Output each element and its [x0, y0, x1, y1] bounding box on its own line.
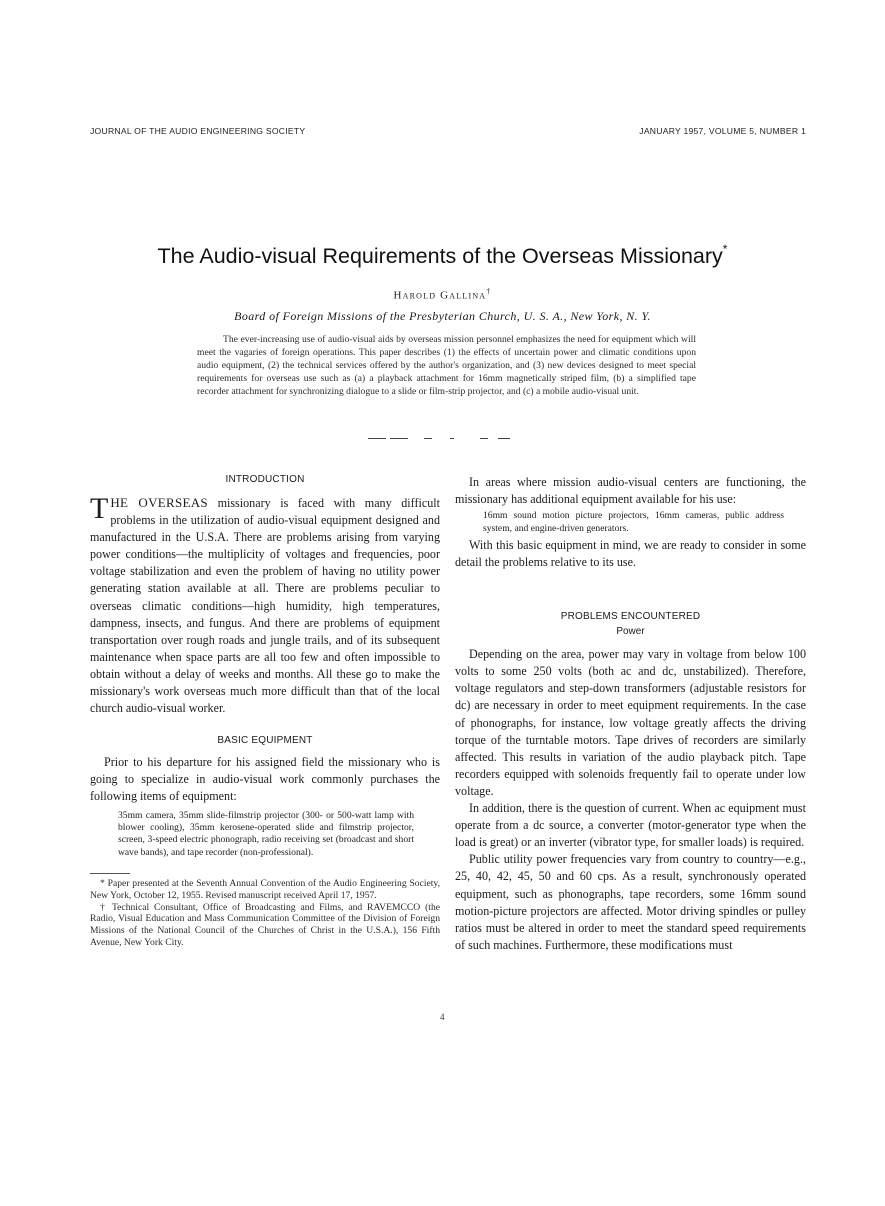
basic-equipment-list: 35mm camera, 35mm slide-filmstrip projector (300- or 500-watt lamp with blower cooling), 35mm kerosene-operated slide and filmstrip projector, screen, 3-speed electric phonograph, radio receiving set (broadcast and short wave bands), and tape recorder (non-professional). [118, 809, 414, 858]
intro-lead-words: HE OVERSEAS [110, 495, 208, 510]
journal-name: JOURNAL OF THE AUDIO ENGINEERING SOCIETY [90, 126, 306, 136]
author-footnote-mark: † [486, 287, 492, 296]
power-paragraph-3: Public utility power frequencies vary from country to country—e.g., 25, 40, 42, 45, 50 and 60 cps. As a result, synchronously operated equipment, such as phonographs, tape recorders, some 16mm sound motion-picture projectors are affected. Motor driving spindles or pulley ratios must be altered in order to meet the standard speed requirements of such machines. Furthermore, these modifications must [455, 852, 806, 952]
mission-centers-paragraph: In areas where mission audio-visual centers are functioning, the missionary has additional equipment available for his use: [455, 475, 806, 507]
footnote-author: † Technical Consultant, Office of Broadcasting and Films, and RAVEMCCO (the Radio, Visual Education and Mass Communication Committee of the Division of Foreign Missions of the National Council of the Churches of Christ in the U.S.A.), 156 Fifth Avenue, New York City. [90, 901, 440, 948]
paper-title [0, 244, 885, 269]
heading-problems-encountered: PROBLEMS ENCOUNTERED [560, 611, 701, 623]
section-separator [368, 438, 528, 440]
footnote-paper: * Paper presented at the Seventh Annual Convention of the Audio Engineering Society, New York, October 12, 1955. Revised manuscript received April 17, 1957. [90, 878, 440, 901]
author-affiliation: Board of Foreign Missions of the Presbyterian Church, U. S. A., New York, N. Y. [234, 309, 651, 323]
additional-equipment-list: 16mm sound motion picture projectors, 16mm cameras, public address system, and engine-driven generators. [483, 510, 784, 534]
page-number: 4 [440, 1012, 445, 1022]
introduction-paragraph [90, 494, 440, 717]
intro-text: missionary is faced with many difficult problems in the utilization of audio-visual equipment designed and manufactured in the U.S.A. There are problems arising from varying power conditions—the multiplicity of voltages and frequencies, poor voltage stabilization and even the problem of having no utility power generating station available at all. There are problems peculiar to overseas climatic conditions—high humidity, high temperatures, dampness, insects, and fungus. And there are problems of equipment transportation over rough roads and jungle trails, and of its subsequent maintenance when space parts are all too few and often impossible to obtain without a delay of weeks and months. All these go to make the missionary's work overseas much more difficult than that of the local church audio-visual worker. [90, 496, 440, 716]
title-text: The Audio-visual Requirements of the Overseas Missionary [157, 244, 723, 268]
author-name [0, 287, 885, 302]
footnote-rule [90, 873, 130, 874]
basic-equipment-summary: With this basic equipment in mind, we are ready to consider in some detail the problems relative to its use. [455, 538, 806, 570]
heading-basic-equipment: BASIC EQUIPMENT [217, 735, 313, 747]
issue-info: JANUARY 1957, VOLUME 5, NUMBER 1 [639, 126, 806, 136]
drop-cap: T [90, 492, 109, 525]
left-column [90, 474, 440, 948]
power-paragraph-1: Depending on the area, power may vary in voltage from below 100 volts to some 250 volts (both ac and dc, unstabilized). Therefore, voltage regulators and step-down transformers (adjustable resistors for dc) are necessary in order to meet equipment requirements. In the case of phonographs, for instance, low voltage greatly affects the driving torque of the turntable motors. Tape drives of recorders are similarly affected. This results in variation of the audio playback pitch. Tape recorders equipped with solenoids frequently fail to operate under low voltage. [455, 647, 806, 798]
right-column [455, 474, 806, 954]
subheading-power: Power [616, 626, 645, 638]
abstract: The ever-increasing use of audio-visual aids by overseas mission personnel emphasizes the need for equipment which will meet the vagaries of foreign operations. This paper describes (1) the effects of uncertain power and climatic conditions upon audio equipment, (2) the technical services offered by the author's organization, and (3) new devices designed to meet special requirements for overseas use such as (a) a playback attachment for 16mm magnetically striped film, (b) a simplified tape recorder attachment for synchronizing dialogue to a slide or film-strip projector, and (c) a mobile audio-visual unit. [197, 334, 696, 398]
title-footnote-mark: * [722, 242, 728, 256]
power-paragraph-2: In addition, there is the question of current. When ac equipment must operate from a dc source, a converter (motor-generator type when the load is great) or an inverter (vibrator type, for smaller loads) is required. [455, 801, 806, 850]
heading-introduction: INTRODUCTION [225, 474, 305, 485]
basic-equipment-paragraph: Prior to his departure for his assigned field the missionary who is going to specialize in audio-visual work commonly purchases the following items of equipment: [90, 755, 440, 804]
author-text: Harold Gallina [393, 289, 487, 302]
